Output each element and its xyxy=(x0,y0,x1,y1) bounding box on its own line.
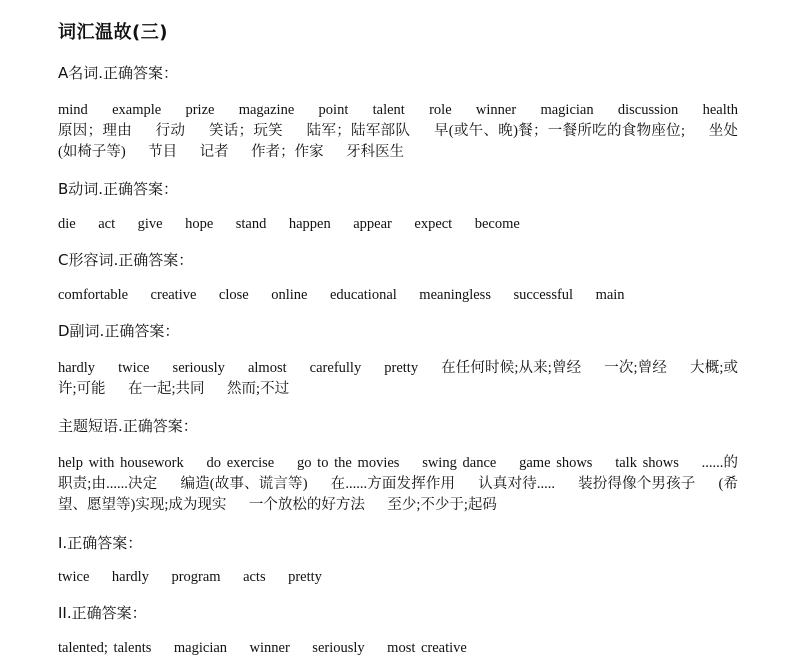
section-heading-part-ii: II.正确答案： xyxy=(58,604,147,622)
section-heading-adjectives: C形容词.正确答案： xyxy=(58,251,194,269)
section-answer-nouns: mind example prize magazine point talent role winner magician discussion health 原因；理由 行动 笑话；玩笑 陆军；陆军部队 早(或午、晚)餐；一餐所吃的食物座位; 坐处(如椅子等) 节目 记者 作者；作家 牙科医生 xyxy=(58,102,761,160)
section-heading-nouns: A名词.正确答案： xyxy=(58,64,179,82)
section-heading-phrases: 主题短语.正确答案： xyxy=(58,417,198,435)
section-answer-adjectives: comfortable creative close online educational meaningless successful main xyxy=(58,287,625,303)
section-answer-part-i: twice hardly program acts pretty xyxy=(58,569,322,585)
section-heading-verbs: B动词.正确答案： xyxy=(58,180,179,198)
section-answer-verbs: die act give hope stand happen appear expect become xyxy=(58,216,520,232)
section-heading-part-i: I.正确答案： xyxy=(58,534,143,552)
section-answer-part-ii: talented; talents magician winner seriously most creative xyxy=(58,640,467,656)
section-heading-adverbs: D副词.正确答案： xyxy=(58,322,180,340)
page-title: 词汇温故(三) xyxy=(58,22,168,43)
section-answer-adverbs: hardly twice seriously almost carefully pretty 在任何时候;从来;曾经 一次;曾经 大概;或许;可能 在一起;共同 然而;不过 xyxy=(58,360,738,397)
section-answer-phrases: help with housework do exercise go to the movies swing dance game shows talk shows ......的职责;由......决定 编造(故事、谎言等) 在......方面发挥作用 认真对待..... 装扮得像个男孩子 (希望、愿望等)实现;成为现实 一个放松的好方法 至少;不少于;起码 xyxy=(58,455,738,513)
